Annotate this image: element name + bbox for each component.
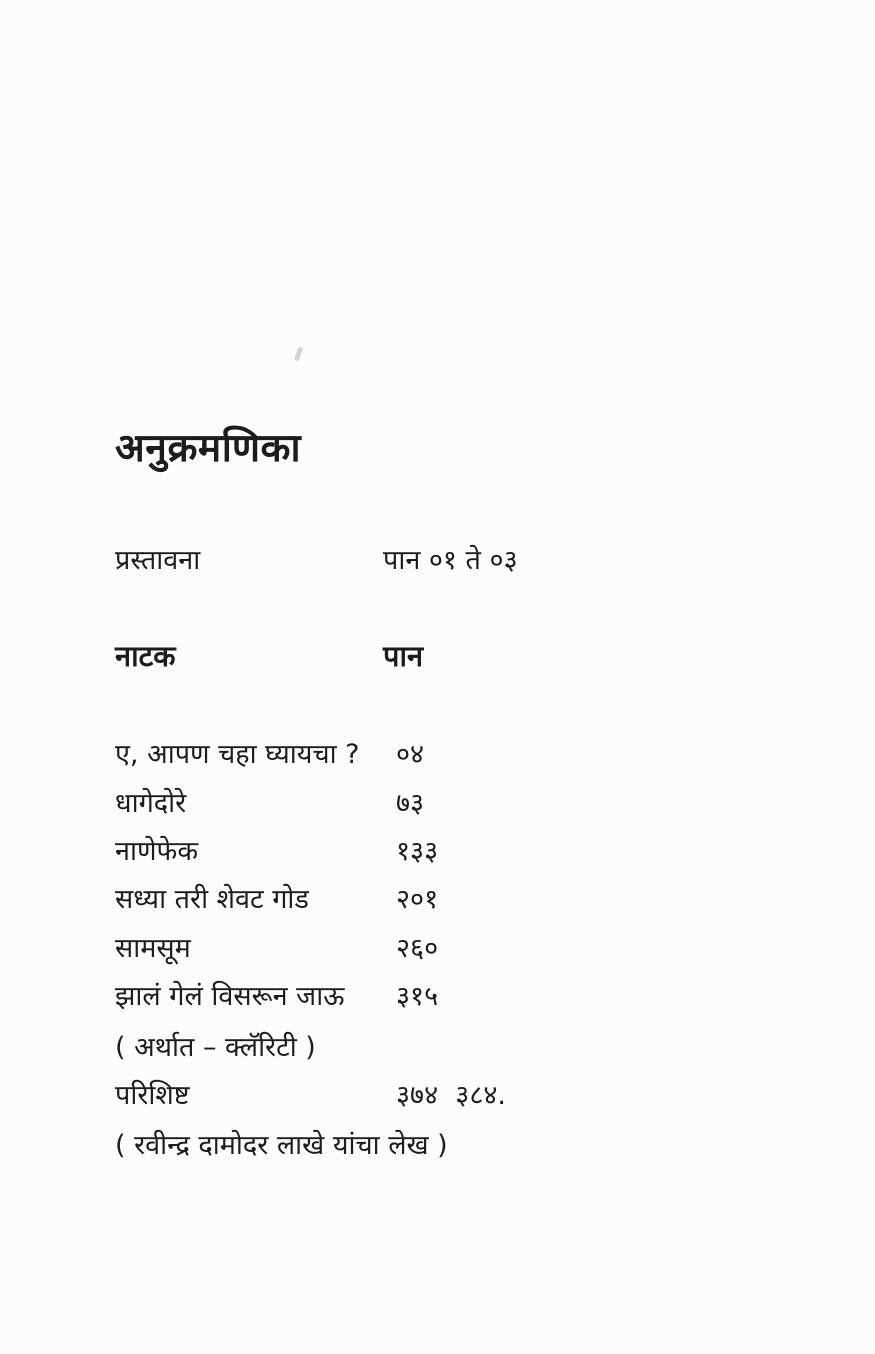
toc-item-title: ( रवीन्द्र दामोदर लाखे यांचा लेख ) [115,1130,448,1161]
toc-item-title: सामसूम [115,933,191,964]
toc-item-title: ( अर्थात – क्लॅरिटी ) [115,1032,316,1063]
toc-item-title: नाणेफेक [115,836,199,867]
toc-row [115,879,438,916]
toc-row [115,976,438,1013]
toc-item-page: ७३ [396,788,425,819]
toc-item-title: सध्या तरी शेवट गोड [115,884,309,915]
page-title: अनुक्रमणिका [115,426,302,471]
toc-item-page: २०१ [396,884,439,915]
preface-label: प्रस्तावना [115,545,201,576]
toc-item-page: १३३ [396,836,439,867]
toc-item-title: ए, आपण चहा घ्यायचा ? [115,739,360,770]
toc-row [115,831,438,868]
toc-header [115,636,423,675]
preface-row [115,540,518,577]
toc-item-page: ३७४ ३८४. [396,1080,506,1111]
toc-row [115,928,438,965]
toc-header-title-col: नाटक [115,639,176,673]
toc-item-page: २६० [396,933,439,964]
toc-item-title: झालं गेलं विसरून जाऊ [115,981,345,1012]
toc-item-page: ०४ [396,739,425,770]
toc-row [115,734,424,771]
toc-header-page-col: पान [383,639,424,673]
toc-row [115,1125,448,1162]
toc-item-page: ३१५ [396,981,439,1012]
toc-row [115,783,424,820]
toc-row [115,1027,396,1064]
toc-item-title: धागेदोरे [115,788,187,819]
scan-speck [294,347,303,362]
preface-page-range: पान ०१ ते ०३ [383,545,518,576]
toc-item-title: परिशिष्ट [115,1080,190,1111]
toc-row [115,1075,506,1112]
